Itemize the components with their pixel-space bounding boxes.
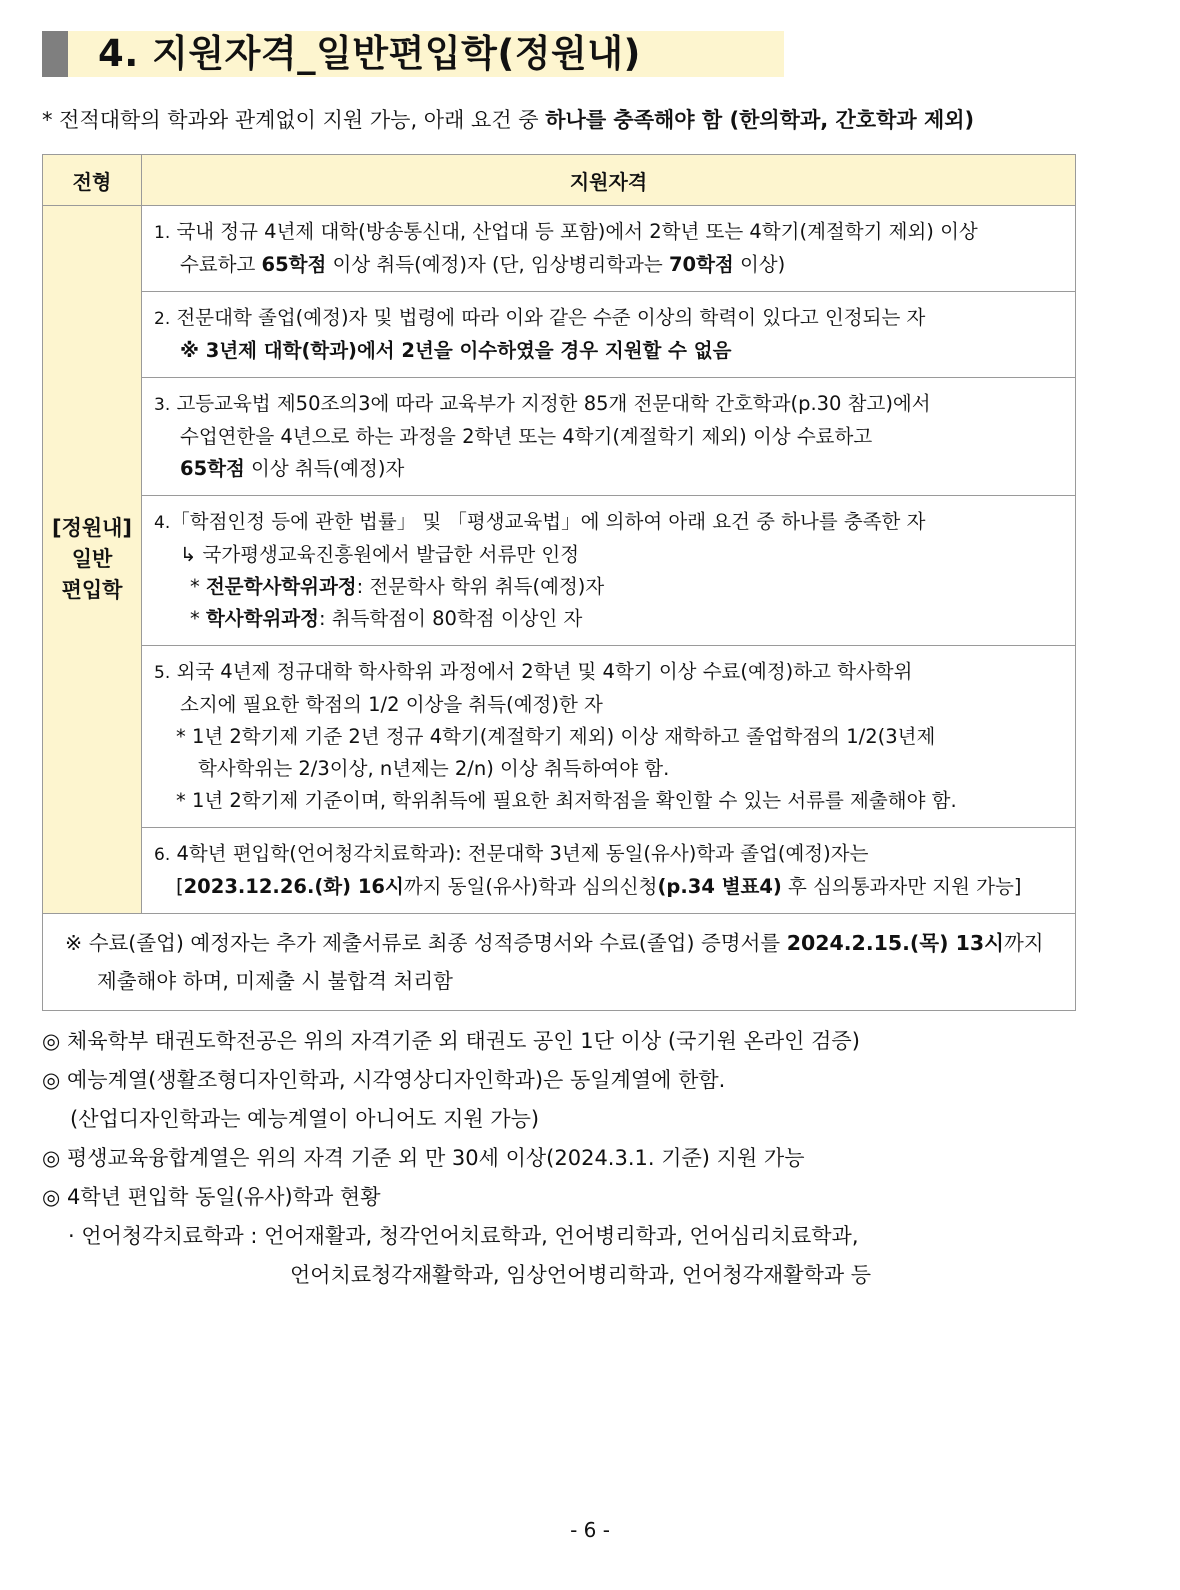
table-row (43, 378, 1076, 496)
note-similar-depts: ◎ 4학년 편입학 동일(유사)학과 현황 (42, 1185, 381, 1209)
qualification-item-1: 1. 국내 정규 4년제 대학(방송통신대, 산업대 등 포함)에서 2학년 또는 4학기(계절학기 제외) 이상 수료하고 65학점 이상 취득(예정)자 (단, 임상병리학과는 70학점 이상) (142, 206, 1076, 292)
qualification-item-2: 2. 전문대학 졸업(예정)자 및 법령에 따라 이와 같은 수준 이상의 학력이 있다고 인정되는 자 ※ 3년제 대학(학과)에서 2년을 이수하였을 경우 지원할 수 없음 (142, 292, 1076, 378)
note-arts-sub: (산업디자인학과는 예능계열이 아니어도 지원 가능) (70, 1107, 540, 1131)
submission-note: ※ 수료(졸업) 예정자는 추가 제출서류로 최종 성적증명서와 수료(졸업) 증명서를 2024.2.15.(목) 13시까지 제출해야 하며, 미제출 시 불합격 처리함 (43, 914, 1076, 1011)
page-title: 4. 지원자격_일반편입학(정원내) (98, 32, 641, 75)
intro-emphasis: 하나를 충족해야 함 (한의학과, 간호학과 제외) (545, 108, 975, 132)
header-type: 전형 (43, 155, 142, 206)
qualification-table (42, 154, 1076, 1011)
header-qualification: 지원자격 (142, 155, 1076, 206)
table-row (43, 496, 1076, 646)
qualification-item-3: 3. 고등교육법 제50조의3에 따라 교육부가 지정한 85개 전문대학 간호학과(p.30 참고)에서 수업연한을 4년으로 하는 과정을 2학년 또는 4학기(계절학기 제외) 이상 수료하고 65학점 이상 취득(예정)자 (142, 378, 1076, 496)
note-lifelong: ◎ 평생교육융합계열은 위의 자격 기준 외 만 30세 이상(2024.3.1. 기준) 지원 가능 (42, 1146, 805, 1170)
note-taekwondo: ◎ 체육학부 태권도학전공은 위의 자격기준 외 태권도 공인 1단 이상 (국기원 온라인 검증) (42, 1029, 860, 1053)
table-row (43, 292, 1076, 378)
intro-note: * 전적대학의 학과와 관계없이 지원 가능, 아래 요건 중 하나를 충족해야 함 (한의학과, 간호학과 제외) (42, 108, 975, 132)
qualification-item-4: 4.「학점인정 등에 관한 법률」 및 「평생교육법」에 의하여 아래 요건 중 하나를 충족한 자 ↳ 국가평생교육진흥원에서 발급한 서류만 인정 * 전문학사학위과정: 전문학사 학위 취득(예정)자 * 학사학위과정: 취득학점이 80학점 이상인 자 (142, 496, 1076, 646)
qualification-item-6: 6. 4학년 편입학(언어청각치료학과): 전문대학 3년제 동일(유사)학과 졸업(예정)자는 [2023.12.26.(화) 16시까지 동일(유사)학과 심의신청(p.34 별표4) 후 심의통과자만 지원 가능] (142, 828, 1076, 914)
similar-depts-line-2: 언어치료청각재활학과, 임상언어병리학과, 언어청각재활학과 등 (290, 1263, 872, 1287)
table-row (43, 828, 1076, 914)
additional-notes (42, 1022, 871, 1295)
similar-depts-line-1: · 언어청각치료학과 : 언어재활과, 청각언어치료학과, 언어병리학과, 언어심리치료학과, (68, 1224, 859, 1248)
qualification-item-5: 5. 외국 4년제 정규대학 학사학위 과정에서 2학년 및 4학기 이상 수료(예정)하고 학사학위 소지에 필요한 학점의 1/2 이상을 취득(예정)한 자 * 1년 2학기제 기준 2년 정규 4학기(계절학기 제외) 이상 재학하고 졸업학점의 1/2(3년제 학사학위는 2/3이상, n년제는 2/n) 이상 취득하여야 함. * 1년 2학기제 기준이며, 학위취득에 필요한 최저학점을 확인할 수 있는 서류를 제출해야 함. (142, 646, 1076, 828)
title-marker-bar (42, 31, 68, 77)
table-note-row (43, 914, 1076, 1011)
table-row (43, 206, 1076, 292)
page-number: - 6 - (570, 1518, 610, 1542)
note-arts: ◎ 예능계열(생활조형디자인학과, 시각영상디자인학과)은 동일계열에 한함. (42, 1068, 726, 1092)
admission-type-cell: [정원내] 일반 편입학 (43, 206, 142, 914)
table-row (43, 646, 1076, 828)
table-header-row (43, 155, 1076, 206)
